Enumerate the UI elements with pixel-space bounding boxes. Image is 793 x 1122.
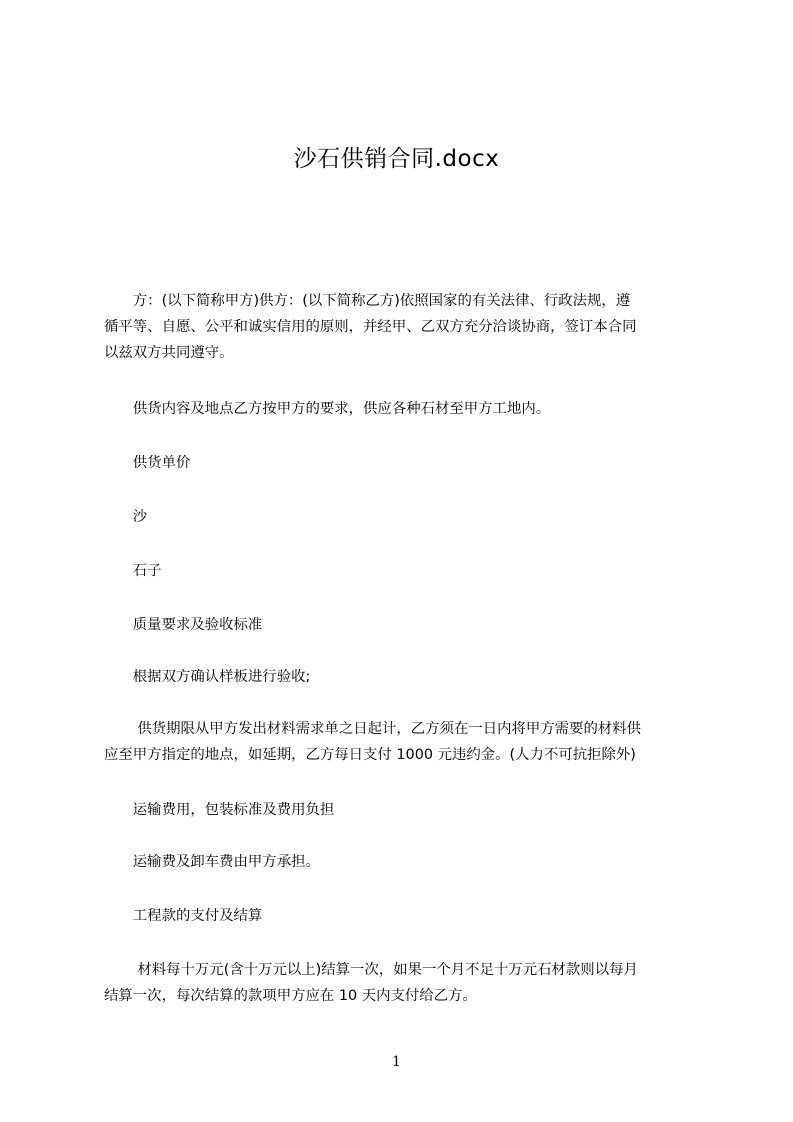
- text-line: 循平等、自愿、公平和诚实信用的原则，并经甲、乙双方充分洽谈协商，签订本合同: [104, 319, 637, 335]
- text-line: 根据双方确认样板进行验收;: [104, 669, 311, 685]
- heading-payment: [104, 903, 700, 929]
- text-line: 供货期限从甲方发出材料需求单之日起计，乙方须在一日内将甲方需要的材料供: [104, 721, 642, 737]
- text-line: 以兹双方共同遵守。: [104, 345, 234, 361]
- paragraph-parties: [104, 288, 700, 366]
- text-line: 应至甲方指定的地点，如延期，乙方每日支付 1000 元违约金。(人力不可抗拒除外): [104, 747, 636, 763]
- text-line: 运输费用，包装标准及费用负担: [104, 802, 335, 818]
- page-number: 1: [392, 1054, 401, 1070]
- text-line: 石子: [104, 563, 162, 579]
- text-line: 材料每十万元(含十万元以上)结算一次，如果一个月不足十万元石材款则以每月: [104, 962, 638, 978]
- item-gravel: [104, 558, 700, 584]
- heading-transport: [104, 797, 700, 823]
- text-line: 供货单价: [104, 455, 191, 471]
- paragraph-supply-content: [104, 396, 700, 422]
- heading-quality: [104, 612, 700, 638]
- item-sand: [104, 504, 700, 530]
- text-line: 供货内容及地点乙方按甲方的要求，供应各种石材至甲方工地内。: [104, 401, 551, 417]
- text-line: 运输费及卸车费由甲方承担。: [104, 854, 320, 870]
- document-title: 沙石供销合同.docx: [293, 146, 500, 172]
- text-line: 方：(以下简称甲方)供方：(以下简称乙方)依照国家的有关法律、行政法规，遵: [104, 293, 631, 309]
- text-line: 质量要求及验收标准: [104, 617, 263, 633]
- text-line: 工程款的支付及结算: [104, 908, 263, 924]
- paragraph-supply-period: [104, 716, 700, 768]
- paragraph-acceptance: [104, 664, 700, 690]
- text-line: 结算一次，每次结算的款项甲方应在 10 天内支付给乙方。: [104, 988, 477, 1004]
- heading-unit-price: [104, 450, 700, 476]
- paragraph-transport-cost: [104, 849, 700, 875]
- text-line: 沙: [104, 509, 148, 525]
- paragraph-settlement: [104, 957, 700, 1009]
